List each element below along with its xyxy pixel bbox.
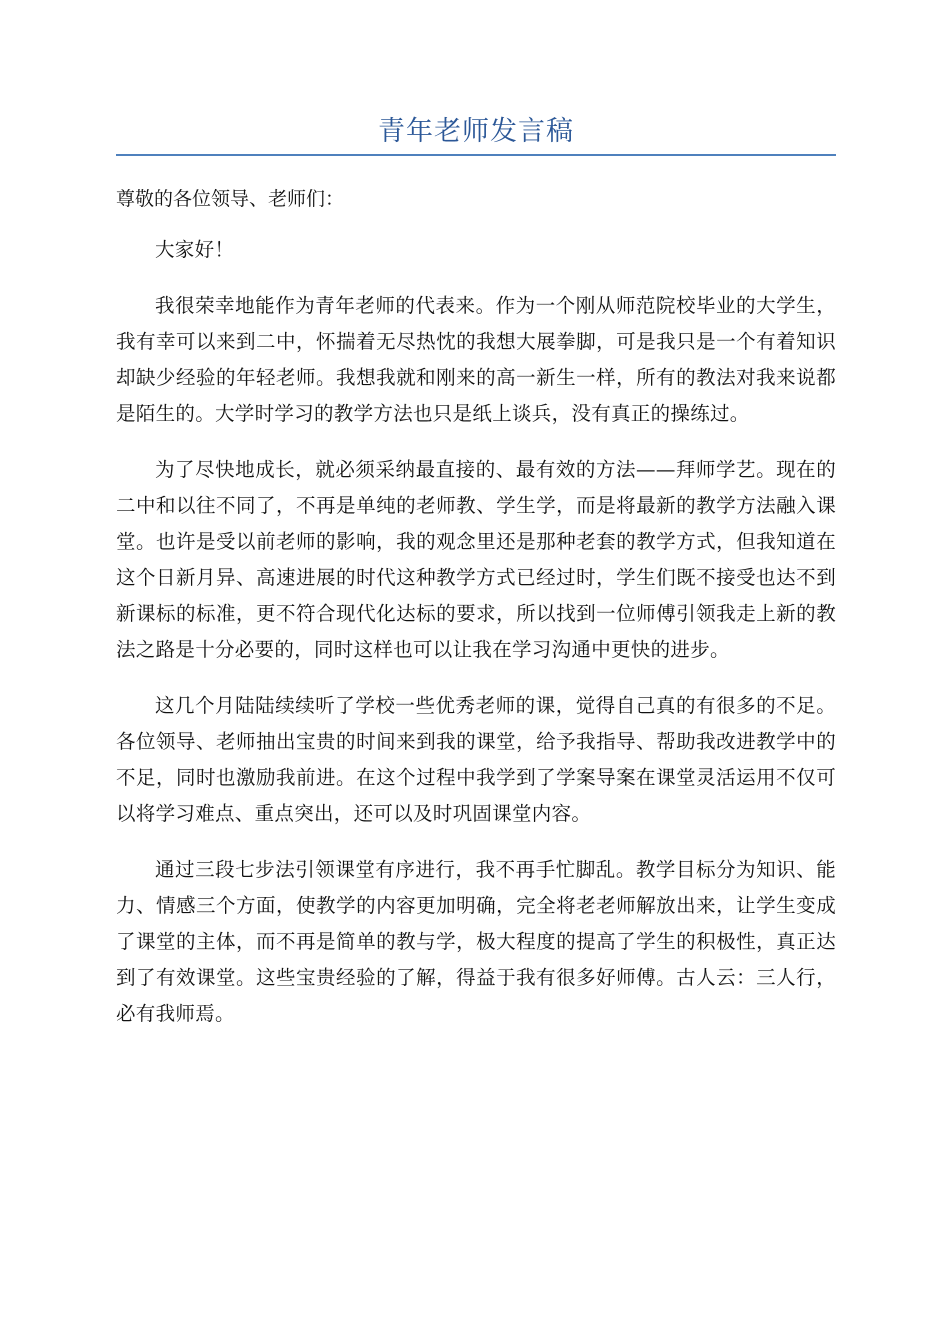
document-title: 青年老师发言稿: [378, 116, 574, 147]
paragraph-apprenticeship: 为了尽快地成长，就必须采纳最直接的、最有效的方法——拜师学艺。现在的二中和以往不同了，不再是单纯的老师教、学生学，而是将最新的教学方法融入课堂。也许是受以前老师的影响，我的观念里还是那种老套的教学方式，但我知道在这个日新月异、高速进展的时代这种教学方式已经过时，学生们既不接受也达不到新课标的标准，更不符合现代化达标的要求，所以找到一位师傅引领我走上新的教法之路是十分必要的，同时这样也可以让我在学习沟通中更快的进步。: [116, 458, 836, 661]
greeting-line: 尊敬的各位领导、老师们：: [116, 188, 345, 210]
paragraph-method: 通过三段七步法引领课堂有序进行，我不再手忙脚乱。教学目标分为知识、能力、情感三个方面，使教学的内容更加明确，完全将老老师解放出来，让学生变成了课堂的主体，而不再是简单的教与学，极大程度的提高了学生的积极性，真正达到了有效课堂。这些宝贵经验的了解，得益于我有很多好师傅。古人云：三人行，必有我师焉。: [116, 858, 836, 1025]
document-page: [116, 110, 836, 1032]
paragraph-observation: 这几个月陆陆续续听了学校一些优秀老师的课，觉得自己真的有很多的不足。各位领导、老师抽出宝贵的时间来到我的课堂，给予我指导、帮助我改进教学中的不足，同时也激励我前进。在这个过程中我学到了学案导案在课堂灵活运用不仅可以将学习难点、重点突出，还可以及时巩固课堂内容。: [116, 694, 836, 825]
paragraph-introduction: 我很荣幸地能作为青年老师的代表来。作为一个刚从师范院校毕业的大学生，我有幸可以来到二中，怀揣着无尽热忱的我想大展拳脚，可是我只是一个有着知识却缺少经验的年轻老师。我想我就和刚来的高一新生一样，所有的教法对我来说都是陌生的。大学时学习的教学方法也只是纸上谈兵，没有真正的操练过。: [116, 294, 836, 425]
paragraph-salutation: 大家好！: [155, 238, 235, 261]
title-divider: [116, 154, 836, 156]
